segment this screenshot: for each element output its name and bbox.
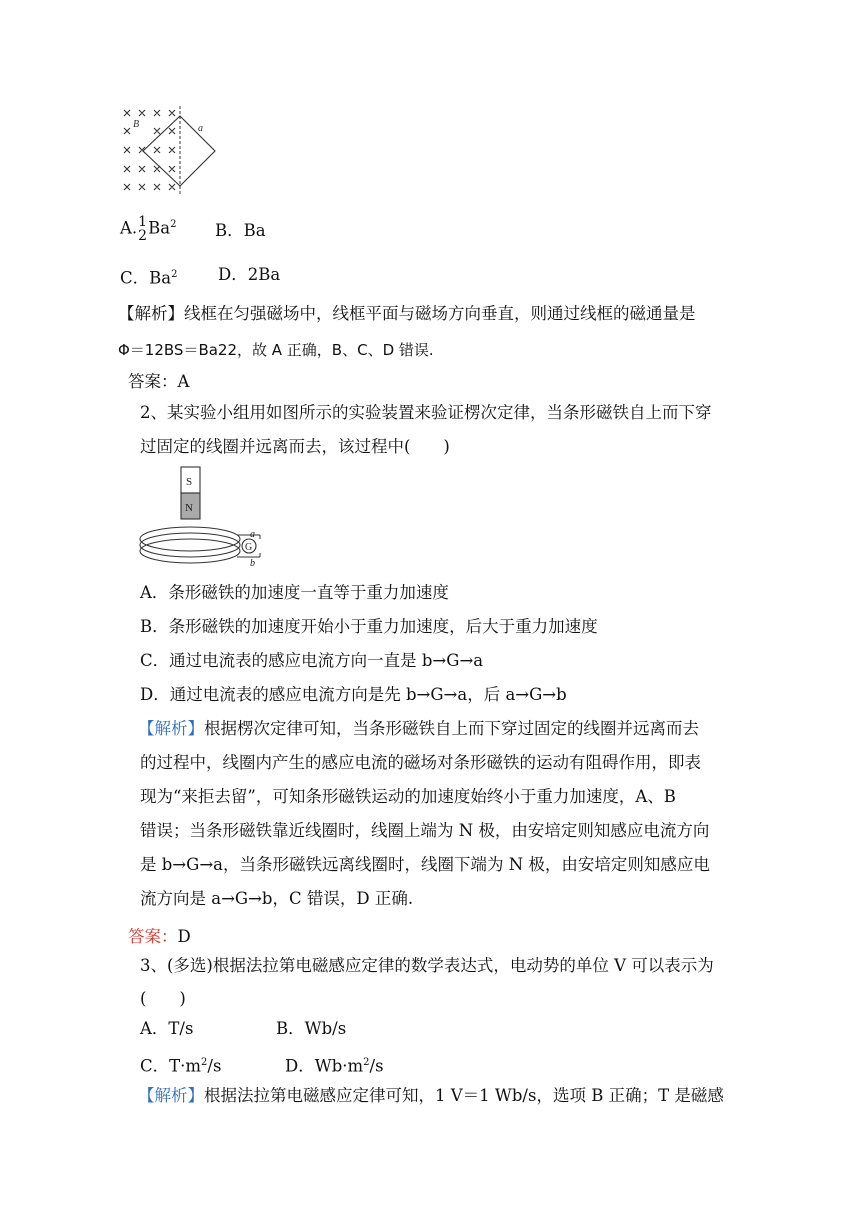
q1-option-d: D．2Ba — [218, 265, 281, 284]
q2-analysis-line4: 错误；当条形磁铁靠近线圈时，线圈上端为 N 极，由安培定则知感应电流方向 — [140, 821, 710, 840]
q3-analysis-line1: 【解析】根据法拉第电磁感应定律可知，1 V＝1 Wb/s，选项 B 正确；T 是磁感 — [138, 1086, 724, 1105]
magnet-coil-figure — [138, 465, 273, 570]
q2-analysis-line1: 【解析】根据楞次定律可知，当条形磁铁自上而下穿过固定的线圈并远离而去 — [138, 719, 699, 738]
q2-answer: 答案：D — [128, 927, 191, 946]
q3-stem-line2: ( ) — [140, 989, 186, 1008]
q3-option-a: A．T/s — [140, 1019, 194, 1038]
q1-option-a: A. 1 2 Ba$^2$ — [120, 214, 177, 244]
q2-analysis-line5: 是 b→G→a，当条形磁铁远离线圈时，线圈下端为 N 极，由安培定则知感应电 — [140, 855, 710, 874]
q2-stem-line1: 2、某实验小组用如图所示的实验装置来验证楞次定律，当条形磁铁自上而下穿 — [140, 403, 712, 422]
q2-option-b: B．条形磁铁的加速度开始小于重力加速度，后大于重力加速度 — [140, 617, 598, 636]
field-crosses — [124, 110, 175, 190]
q2-option-c: C．通过电流表的感应电流方向一直是 b→G→a — [140, 651, 484, 670]
q1-analysis-line2: Φ＝12BS＝Ba22，故 A 正确，B、C、D 错误. — [118, 341, 434, 359]
q2-stem-line2: 过固定的线圈并远离而去，该过程中( ) — [140, 437, 450, 456]
q3-stem-line1: 3、(多选)根据法拉第电磁感应定律的数学表达式，电动势的单位 V 可以表示为 — [140, 956, 714, 975]
magnetic-field-figure — [118, 104, 228, 199]
square-frame — [143, 116, 215, 186]
q3-option-d: D．$Wb\cdot m^2/s$ — [285, 1056, 384, 1076]
q1-option-c: C．Ba$^2$ — [120, 268, 178, 288]
g-label: G — [245, 542, 253, 553]
terminal-b-label: b — [250, 558, 255, 569]
q3-option-c: C．$T\cdot m^2/s$ — [140, 1056, 222, 1076]
q2-option-d: D．通过电流表的感应电流方向是先 b→G→a，后 a→G→b — [140, 685, 567, 704]
q1-analysis-line1: 【解析】线框在匀强磁场中，线框平面与磁场方向垂直，则通过线框的磁通量是 — [118, 304, 696, 323]
q1-answer: 答案：A — [128, 372, 190, 391]
analysis-tag: 【解析】 — [138, 719, 204, 738]
s-label: S — [186, 476, 193, 488]
q2-analysis-line2: 的过程中，线圈内产生的感应电流的磁场对条形磁铁的运动有阻碍作用，即表 — [140, 753, 701, 772]
n-label: N — [185, 502, 193, 514]
side-label-a: a — [198, 123, 203, 134]
q2-analysis-line3: 现为“来拒去留”，可知条形磁铁运动的加速度始终小于重力加速度，A、B — [140, 787, 676, 806]
fraction-one-half: 1 2 — [138, 214, 148, 244]
field-label-b: B — [133, 119, 140, 130]
q2-analysis-line6: 流方向是 a→G→b，C 错误，D 正确. — [140, 889, 414, 908]
q3-option-b: B．Wb/s — [276, 1019, 347, 1038]
terminal-a-label: a — [250, 529, 255, 540]
analysis-tag: 【解析】 — [138, 1086, 204, 1105]
q1-option-b: B．Ba — [215, 221, 266, 240]
coil-loops — [140, 527, 240, 563]
analysis-tag: 【解析】 — [118, 304, 184, 323]
q2-option-a: A．条形磁铁的加速度一直等于重力加速度 — [140, 583, 449, 602]
